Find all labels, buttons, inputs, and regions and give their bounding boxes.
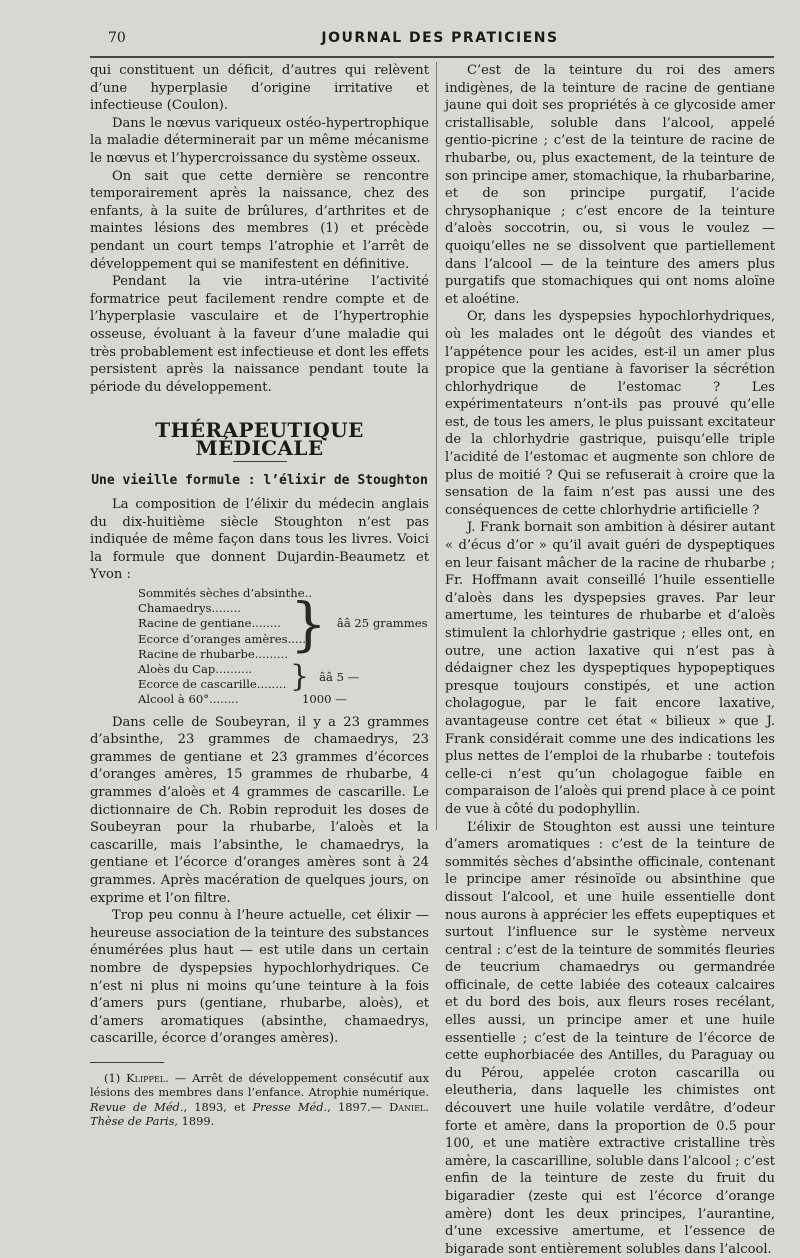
- formula-ingredient: Racine de gentiane........: [138, 616, 281, 631]
- formula-single: [138, 692, 429, 707]
- formula-ingredient: Sommités sèches d’absinthe..: [138, 586, 312, 601]
- page-header: [108, 30, 772, 52]
- brace: }: [290, 659, 310, 695]
- paragraph: On sait que cette dernière se rencontre temporairement après la naissance, chez des enfants, à la suite de brûlures, d’arthrites et de maintes lésions des membres (1) et précède pendant un court temps l’atrophie et l’arrêt de développement qui se manifestent en définitive.: [90, 168, 429, 272]
- section-title: THÉRAPEUTIQUE MÉDICALE: [155, 418, 364, 460]
- formula-group-2: [138, 659, 429, 695]
- brace: }: [290, 590, 327, 659]
- footnote-rule: [90, 1062, 164, 1063]
- page-number: 70: [108, 30, 126, 46]
- paragraph: Pendant la vie intra-utérine l’activité formatrice peut facilement rendre compte et de l’hyperplasie vasculaire et de l’hypertrophie osseuse, évoluant à la faveur d’une maladie qui très probablement est infectieuse et dont les effets persistent après la naissance pendant toute la période du développement.: [90, 274, 429, 395]
- formula-block: [138, 586, 429, 708]
- paragraph: Dans le nœvus variqueux ostéo-hypertrophique la maladie déterminerait par un même mécanisme le nœvus et l’hypercroissance du système osseux.: [90, 115, 429, 166]
- paragraph: J. Frank bornait son ambition à désirer autant « d’écus d’or » qu’il avait guéri de dyspeptiques en leur faisant mâcher de la racine de rhubarbe ; Fr. Hoffmann avait conseillé l’huile essentielle d’aloès dans les dyspepsies graves. Par leur amertume, les teintures de rhubarbe et d’aloès stimulent la chlorhydrie gastrique ; elles ont, en outre, une action laxative qui n’est pas à dédaigner chez les dyspeptiques hypopeptiques presque toujours constipés, et une action cholagogue, par le fait encore laxative, avantageuse contre cet état « bilieux » que J. Frank considérait comme une des indications les plus nettes de l’emploi de la rhubarbe : toutefois celle-ci n’est qu’un cholagogue faible en comparaison de l’aloès qui prend place à ce point de vue à côté du podophyllin.: [445, 520, 775, 817]
- title-rule: [233, 461, 287, 462]
- footnote: (1) Klippel. — Arrêt de développement consécutif aux lésions des membres dans l’enfance. Atrophie numérique. Revue de Méd., 1893, et Presse Méd., 1897.— Daniel. Thèse de Paris, 1899.: [90, 1070, 429, 1129]
- formula-ingredient: Ecorce d’oranges amères.....: [138, 631, 306, 646]
- paragraph: Or, dans les dyspepsies hypochlorhydriques, où les malades ont le dégoût des viandes et l’appétence pour les acides, est-il un amer plus propice que la gentiane à favoriser la sécrétion chlorhydrique de l’estomac ? Les expérimentateurs n’ont-ils pas prouvé qu’elle est, de tous les amers, le plus puissant excitateur de la chlorhydrie gastrique, puisqu’elle triple l’acidité de l’estomac et augmente son chlore de plus de moitié ? Qui se refuserait à croire que la sensation de la faim n’est pas aussi une des conséquences de cette chlorhydrie artificielle ?: [445, 309, 775, 518]
- formula-ingredient: Aloès du Cap..........: [138, 662, 253, 677]
- column-divider: [436, 62, 437, 830]
- formula-quantity: ââ 25 grammes: [336, 616, 428, 631]
- right-column: [445, 62, 775, 1258]
- paragraph: L’élixir de Stoughton est aussi une teinture d’amers aromatiques : c’est de la teinture de sommités sèches d’absinthe officinale, contenant le principe amer résinoïde ou absinthine que dissout l’alcool, et une huile essentielle dont nous aurons à apprécier les effets eupeptiques et surtout l’influence sur le système nerveux central : c’est de la teinture de sommités fleuries de teucrium chamaedrys ou germandrée officinale, de cette labiée des coteaux calcaires et du bord des bois, aux fleurs roses recélant, elles aussi, un principe amer et une huile essentielle ; c’est de la teinture de l’écorce de cette euphorbiacée des Antilles, du Paraguay ou du Pérou, appelée croton cascarilla ou eleutheria, dans laquelle les chimistes ont découvert une huile volatile verdâtre, d’odeur forte et amère, dans la proportion de 0.5 pour 100, et une matière extractive cristalline très amère, la cascarilline, soluble dans l’alcool ; c’est enfin de la teinture de zeste du fruit du bigaradier (zeste qui est l’écorce d’orange amère) dont les deux principes, l’aurantine, d’une excessive amertume, et l’essence de bigarade sont entièrement solubles dans l’alcool.: [445, 819, 775, 1257]
- paragraph: Dans celle de Soubeyran, il y a 23 grammes d’absinthe, 23 grammes de chamaedrys, 23 grammes de gentiane et 23 grammes d’écorces d’oranges amères, 15 grammes de rhubarbe, 4 grammes d’aloès et 4 grammes de cascarille. Le dictionnaire de Ch. Robin reproduit les doses de Soubeyran pour la rhubarbe, l’aloès et la cascarille, mais l’absinthe, le chamaedrys, la gentiane et l’écorce d’oranges amères sont à 24 grammes. Après macération de quelques jours, on exprime et l’on filtre.: [90, 714, 429, 906]
- formula-quantity: ââ 5 —: [319, 669, 360, 684]
- formula-ingredient: Chamaedrys........: [138, 601, 241, 616]
- paragraph: C’est de la teinture du roi des amers indigènes, de la teinture de racine de gentiane jaune qui doit ses propriétés à ce glycoside amer cristallisable, soluble dans l’alcool, appelé gentio-picrine ; c’est de la teinture de racine de rhubarbe, ou, plus exactement, de la teinture de son principe amer, stomachique, la rhubarbarine, et de son principe purgatif, l’acide chrysophanique ; c’est encore de la teinture d’aloès soccotrin, ou, si vous le voulez — quoiqu’elles ne se dissolvent que partiellement dans l’alcool — de la teinture des amers plus purgatifs que stomachiques qui ont noms aloïne et aloétine.: [445, 63, 775, 307]
- formula-group-1: [138, 586, 429, 662]
- formula-ingredient: Alcool à 60°........: [138, 692, 239, 707]
- running-title: JOURNAL DES PRATICIENS: [321, 30, 559, 46]
- header-rule: [90, 56, 774, 58]
- formula-ingredient: Ecorce de cascarille........: [138, 677, 287, 692]
- paragraph: La composition de l’élixir du médecin anglais du dix-huitième siècle Stoughton n’est pas indiquée de même façon dans tous les livres. Voici la formule que donnent Dujardin-Beaumetz et Yvon :: [90, 497, 429, 583]
- formula-quantity: 1000 —: [302, 692, 347, 707]
- article-subtitle: Une vieille formule : l’élixir de Stoughton: [91, 473, 428, 489]
- formula-ingredient: Racine de rhubarbe.........: [138, 646, 288, 661]
- paragraph: qui constituent un déficit, d’autres qui relèvent d’une hyperplasie d’origine irritative et infectieuse (Coulon).: [90, 63, 429, 114]
- paragraph: Trop peu connu à l’heure actuelle, cet élixir — heureuse association de la teinture des substances énumérées plus haut — est utile dans un certain nombre de dyspepsies hypochlorhydriques. Ce n’est ni plus ni moins qu’une teinture à la fois d’amers purs (gentiane, rhubarbe, aloès), et d’amers aromatiques (absinthe, chamaedrys, cascarille, écorce d’oranges amères).: [90, 908, 429, 1047]
- left-column: [90, 62, 429, 1129]
